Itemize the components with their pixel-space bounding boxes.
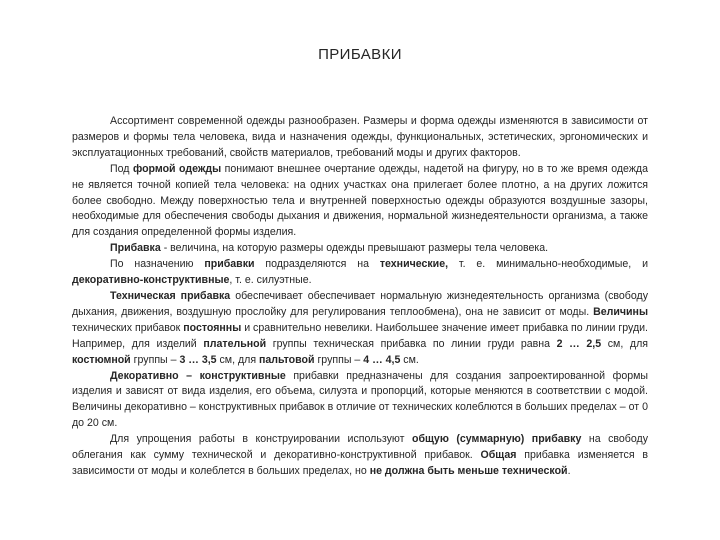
bold-text-run: не должна быть меньше технической [369, 464, 568, 477]
text-run: т. е. минимально-необходимые, и [448, 258, 648, 271]
bold-text-run: декоративно-конструктивные [72, 274, 230, 287]
paragraph [72, 369, 648, 433]
bold-text-run: 4 … 4,5 [363, 353, 401, 366]
paragraph [72, 114, 648, 162]
text-run: подразделяются на [254, 258, 380, 271]
bold-text-run: общую (суммарную) прибавку [411, 433, 582, 446]
text-run: . [567, 464, 571, 477]
bold-text-run: Декоративно – конструктивные [110, 369, 286, 382]
text-run: см. [400, 353, 419, 366]
slide-body [72, 114, 648, 480]
text-run: см, для [601, 337, 649, 350]
text-run: см, для [216, 353, 260, 366]
bold-text-run: 3 … 3,5 [179, 353, 217, 366]
text-run: и сравнительно невелики. Наибольшее значение имеет прибавка по линии груди. Например, для изделий [72, 321, 648, 350]
text-run: группы техническая прибавка по линии груди равна [266, 337, 557, 350]
text-run: группы – [314, 353, 364, 366]
paragraph [72, 289, 648, 369]
bold-text-run: Величины [593, 305, 648, 318]
text-run: прибавки предназначены для создания запроектированной формы изделия и зависят от вида изделия, его объема, силуэта и пропорций, которые меняются в соответствии с модой. Величины декоративно – конструктивных прибавок в отличие от технических колеблются в больших пределах – от 0 до 20 см. [72, 369, 649, 430]
text-run: на свободу облегания как сумму технической и декоративно-конструктивной прибавок. [72, 433, 648, 462]
bold-text-run: формой одежды [132, 162, 222, 175]
text-run: Под [110, 162, 133, 175]
text-run: прибавка изменяется в зависимости от моды и колеблется в больших пределах, но [72, 449, 649, 477]
bold-text-run: 2 … 2,5 [556, 337, 602, 350]
bold-text-run: Общая [480, 449, 517, 462]
text-run: , т. е. силуэтные. [229, 274, 312, 287]
bold-text-run: технические, [379, 258, 449, 271]
bold-text-run: Прибавка [110, 242, 161, 255]
text-run: Ассортимент современной одежды разнообразен. Размеры и форма одежды изменяются в зависимости от размеров и формы тела человека, вида и назначения одежды, функциональных, эстетических, эргономических и эксплуатационных требований, свойств материалов, требований моды и других факторов. [72, 115, 648, 159]
bold-text-run: Техническая прибавка [110, 289, 231, 302]
text-run: обеспечивает обеспечивает нормальную жизнедеятельность организма (свободу дыхания, движения, воздушную прослойку для регулирования теплообмена), она не зависит от моды. [72, 289, 648, 318]
bold-text-run: плательной [203, 337, 267, 350]
bold-text-run: постоянны [183, 321, 242, 334]
slide-title: ПРИБАВКИ [318, 46, 402, 63]
bold-text-run: прибавки [204, 258, 255, 271]
text-run: понимают внешнее очертание одежды, надетой на фигуру, но в то же время одежда не является точной копией тела человека: на одних участках она прилегает более плотно, а на других ложится более свободно. Между поверхностью тела и внутренней поверхностью одежды образуются воздушные зазоры, необходимые для обеспечения свободы дыхания и движения, нормальной жизнедеятельности организма, а также для создания определенной формы изделия. [72, 162, 648, 239]
text-run: - величина, на которую размеры одежды превышают размеры тела человека. [160, 242, 549, 255]
paragraph [72, 432, 648, 480]
paragraph [72, 241, 648, 257]
text-run: Для упрощения работы в конструировании используют [110, 433, 412, 446]
bold-text-run: костюмной [72, 353, 131, 366]
text-run: По назначению [110, 258, 205, 271]
text-run: технических прибавок [72, 321, 184, 334]
text-run: группы – [130, 353, 180, 366]
paragraph [72, 162, 648, 242]
bold-text-run: пальтовой [259, 353, 315, 366]
paragraph [72, 257, 648, 289]
